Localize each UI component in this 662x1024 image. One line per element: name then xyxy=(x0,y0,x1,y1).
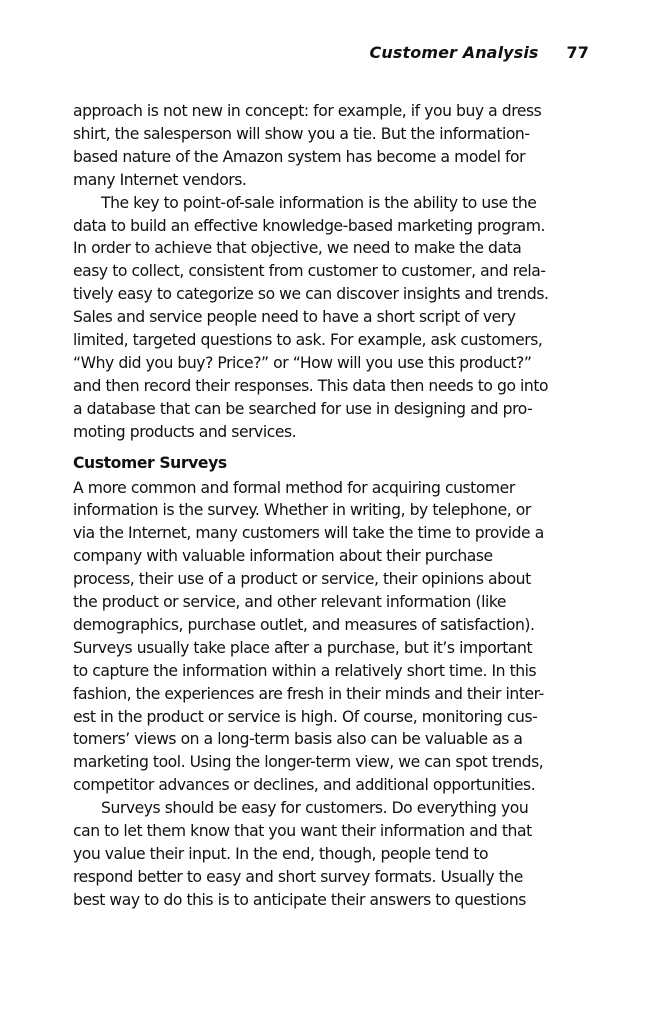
text-line: approach is not new in concept: for example, if you buy a dress xyxy=(73,102,542,120)
text-line: marketing tool. Using the longer-term view, we can spot trends, xyxy=(73,753,544,772)
text-line: respond better to easy and short survey formats. Usually the xyxy=(73,867,523,886)
text-line: to capture the information within a relatively short time. In this xyxy=(73,661,537,680)
text-line: “Why did you buy? Price?” or “How will you use this product?” xyxy=(73,353,532,372)
paragraph-point-of-sale xyxy=(73,192,591,444)
text-line: The key to point-of-sale information is the ability to use the xyxy=(101,193,537,212)
text-line: Sales and service people need to have a short script of very xyxy=(73,308,516,327)
text-line: demographics, purchase outlet, and measures of satisfaction). xyxy=(73,615,535,634)
text-line: A more common and formal method for acquiring customer xyxy=(73,478,515,497)
text-line: data to build an effective knowledge-based marketing program. xyxy=(73,216,546,235)
paragraph-surveys-intro xyxy=(73,477,591,798)
text-line: est in the product or service is high. Of course, monitoring cus- xyxy=(73,707,538,726)
text-line: tively easy to categorize so we can discover insights and trends. xyxy=(73,285,549,304)
text-line: the product or service, and other relevant information (like xyxy=(73,593,507,612)
text-line: In order to achieve that objective, we need to make the data xyxy=(73,239,522,258)
text-line: based nature of the Amazon system has become a model for xyxy=(73,147,526,166)
text-line: fashion, the experiences are fresh in their minds and their inter- xyxy=(73,684,544,703)
text-line: you value their input. In the end, though, people tend to xyxy=(73,845,489,863)
text-line: can to let them know that you want their information and that xyxy=(73,822,532,841)
text-line: limited, targeted questions to ask. For example, ask customers, xyxy=(73,331,543,350)
text-line: information is the survey. Whether in writing, by telephone, or xyxy=(73,501,531,520)
paragraph-surveys-easy xyxy=(73,797,591,912)
text-line: Surveys usually take place after a purchase, but it’s important xyxy=(73,638,533,657)
text-line: competitor advances or declines, and additional opportunities. xyxy=(73,776,536,795)
text-line: best way to do this is to anticipate their answers to questions xyxy=(73,890,526,909)
text-line: process, their use of a product or service, their opinions about xyxy=(73,570,531,589)
section-heading: Customer Surveys xyxy=(73,453,227,472)
text-line: a database that can be searched for use in designing and pro- xyxy=(73,399,533,418)
text-line: tomers’ views on a long-term basis also can be valuable as a xyxy=(73,730,523,749)
text-line: many Internet vendors. xyxy=(73,170,247,189)
text-line: via the Internet, many customers will take the time to provide a xyxy=(73,524,544,543)
text-line: shirt, the salesperson will show you a tie. But the information- xyxy=(73,124,530,143)
text-line: moting products and services. xyxy=(73,422,297,441)
text-line: Surveys should be easy for customers. Do everything you xyxy=(101,799,529,818)
text-line: and then record their responses. This data then needs to go into xyxy=(73,376,549,395)
chapter-title: Customer Analysis xyxy=(369,43,539,62)
text-line: easy to collect, consistent from customer to customer, and rela- xyxy=(73,262,546,281)
paragraph-continued xyxy=(73,100,591,192)
running-head xyxy=(370,43,589,62)
body-text xyxy=(73,100,591,912)
page-number: 77 xyxy=(566,43,589,62)
text-line: company with valuable information about their purchase xyxy=(73,547,493,566)
